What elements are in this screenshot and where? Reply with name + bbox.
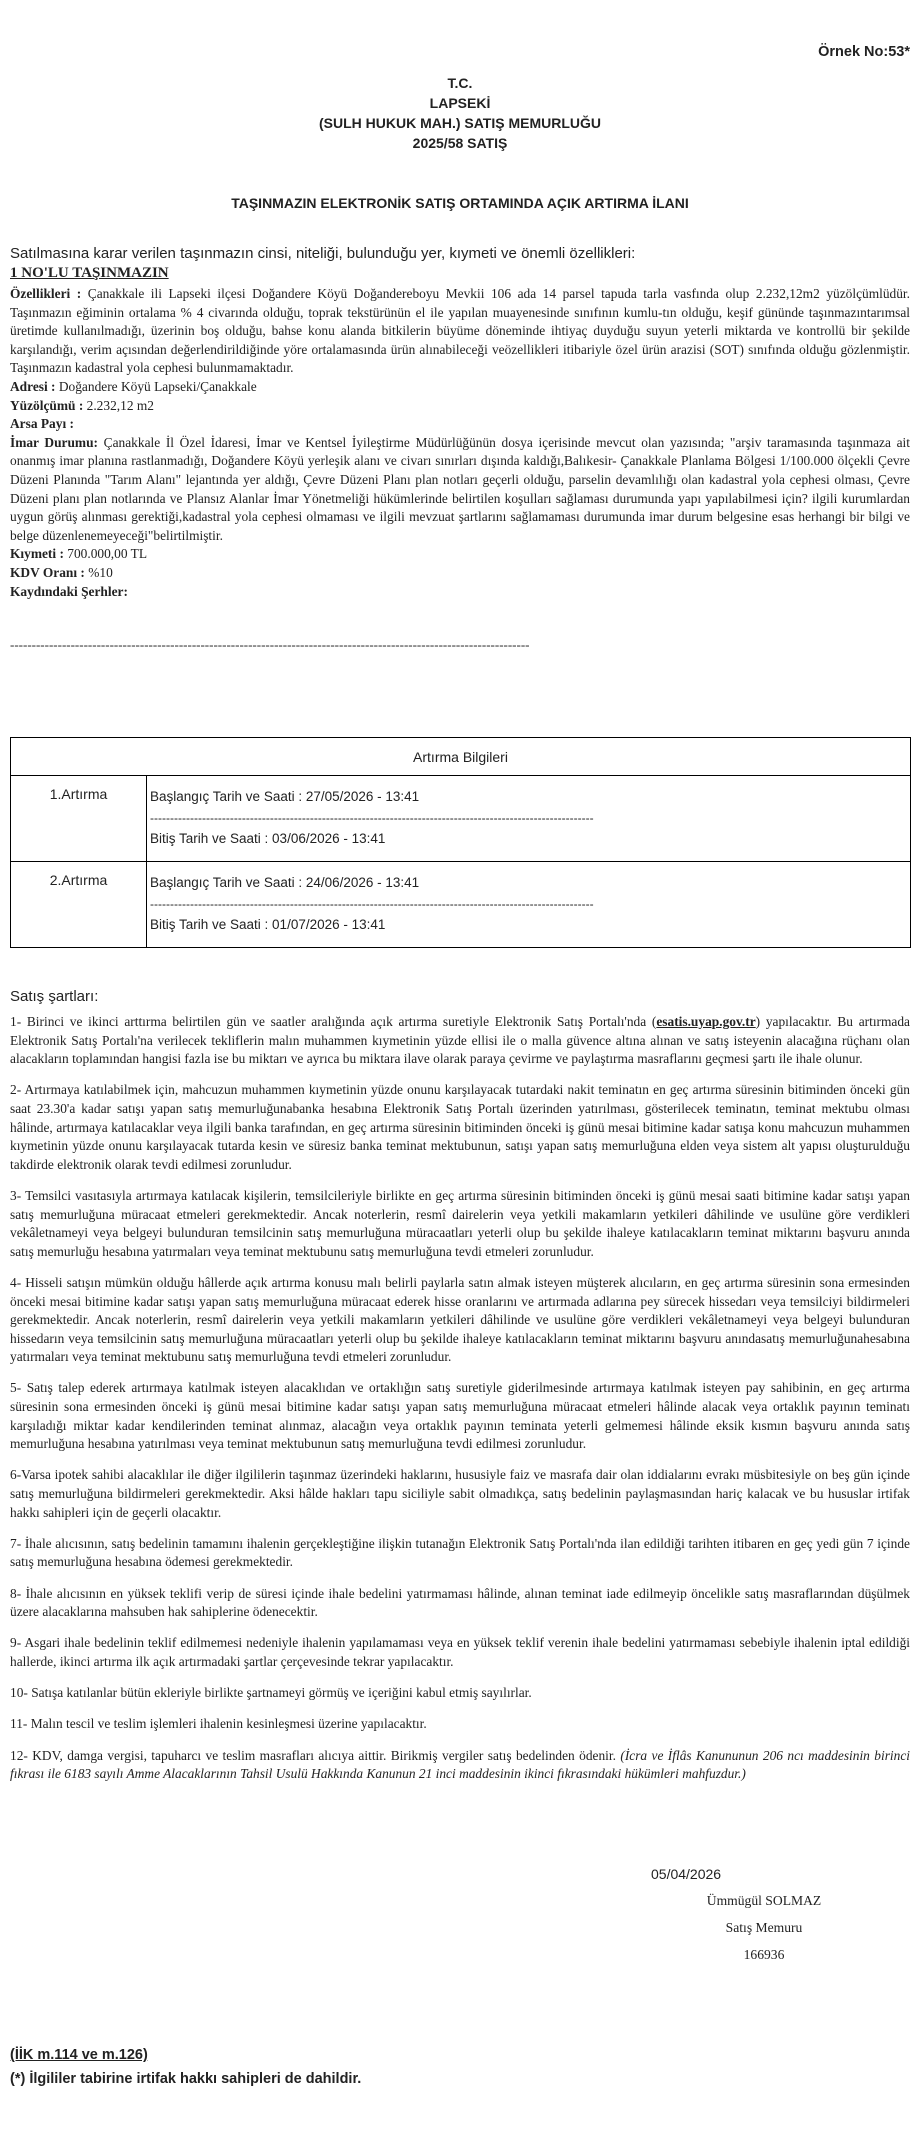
sample-number: Örnek No:53* xyxy=(818,44,910,60)
officer-number: 166936 xyxy=(743,1947,785,1962)
address-value: Doğandere Köyü Lapseki/Çanakkale xyxy=(58,378,257,394)
auction-start-datetime: Başlangıç Tarih ve Saati : 27/05/2026 - 13:41 xyxy=(150,789,420,804)
header-line-city: LAPSEKİ xyxy=(429,95,491,111)
footnote: (*) İlgililer tabirine irtifak hakkı sahipleri de dahildir. xyxy=(10,2071,362,2087)
condition-item: 12- KDV, damga vergisi, tapuharcı ve teslim masrafları alıcıya aittir. Birikmiş vergiler satış bedelinden ödenir. (İcra ve İflâs Kanununun 206 ncı maddesinin birinci fıkrası ile 6183 sayılı Amme Alacaklarının Tahsil Usulü Hakkında Kanunun 21 inci maddesinin ikinci fıkrasındaki hükümleri mahfuzdur.) xyxy=(10,1747,910,1782)
value-line xyxy=(10,545,910,564)
signature-date: 05/04/2026 xyxy=(651,1866,722,1882)
auction-row-separator: --------------------------------------------------------------------------------------------------------------- xyxy=(150,897,594,911)
condition-item: 7- İhale alıcısının, satış bedelinin tamamını ihalenin gerçekleştiğine ilişkin tutanağın Elektronik Satış Portalı'nda ilan edildiği tarihten itibaren en geç yedi gün 7 içinde satış memurluğuna hesabına ödemesi gerekmektedir. xyxy=(10,1535,910,1570)
condition-item: 10- Satışa katılanlar bütün ekleriyle birlikte şartnameyi görmüş ve içeriğini kabul etmiş sayılırlar. xyxy=(10,1685,532,1701)
auction-end-datetime: Bitiş Tarih ve Saati : 03/06/2026 - 13:41 xyxy=(150,831,386,846)
address-label: Adresi : xyxy=(10,378,56,394)
intro-text: Satılmasına karar verilen taşınmazın cinsi, niteliği, bulunduğu yer, kıymeti ve önemli özellikleri: xyxy=(10,245,636,262)
officer-name: Ümmügül SOLMAZ xyxy=(706,1893,822,1908)
separator-line: ------------------------------------------------------------------------------------------------------------------------ xyxy=(10,637,530,652)
condition-item: 6-Varsa ipotek sahibi alacaklılar ile diğer ilgililerin taşınmaz üzerindeki haklarını, hususiyle faiz ve masrafa dair olan iddialarını evrakı müsbitesiyle on beş gün içinde satış memurluğuna bildirmeleri gerekmektedir. Aksi hâlde hakları tapu siciliyle sabit olmadıkça, satış bedelinin paylaşmasından hariç kalacak ve bu hususlar irtifak hakkı sahipleri için de geçerli olacaktır. xyxy=(10,1467,910,1520)
property-title: 1 NO'LU TAŞINMAZIN xyxy=(10,265,169,281)
auction-table xyxy=(10,737,911,948)
condition-item: 8- İhale alıcısının en yüksek teklifi verip de süresi içinde ihale bedelini yatırmaması hâlinde, alınan teminat iade edilmeyip öncelikle satış masraflarından düşülmek üzere alacaklarına mahsuben hak sahiplerine ödenecektir. xyxy=(10,1585,910,1620)
zoning-value: Çanakkale İl Özel İdaresi, İmar ve Kentsel İyileştirme Müdürlüğünün dosya içerisinde mevcut olan yazısında; "arşiv taramasında taşınmaza ait onanmış imar planına rastlanmadığı, Doğandere Köyü yerleşik alanı ve civarı sınırları dışında kaldığı,Balıkesir- Çanakkale Planlama Bölgesi 1/100.000 ölçekli Çevre Düzeni Planında "Tarım Alanı" lejantında yer aldığı, Çevre Düzeni Planı plan notları geçerli olduğu, parselin devamlılığı olan kadastral yola cephesi olması, Çevre Düzeni planı plan notlarında ve Plansız Alanlar İmar Yönetmeliği hükümlerinde belirtilen koşulları sağlaması durumunda yapı yapılabilmesi için? ilgili kurumlardan uygun görüş alınması gerektiği,kadastral yola cephesi olmaması ve ilgili mevzuat şartlarını sağlamaması durumunda imar durum belgesine esas herhangi bir bilgi ve belge düzenlenemeyeceği"belirtilmiştir. xyxy=(10,434,910,543)
vat-value: %10 xyxy=(88,564,113,580)
area-label: Yüzölçümü : xyxy=(10,397,84,413)
features-label: Özellikleri : xyxy=(10,286,82,301)
condition-item: 4- Hisseli satışın mümkün olduğu hâllerde açık artırma konusu malı belirli paylarla satın almak isteyen müşterek alıcıların, en geç artırma süresinin sona ermesinden önceki mesai bitimine kadar satışı yapan satış memurluğuna müracaat ederek hisse oranlarını ve artırmada adlarına pey sürecek hissedarı veya temsilciyi bildirmeleri gerekmektedir. Ancak noterlerin, resmî dairelerin veya yetkili makamların yetkileri dâhilinde ve usulüne göre verdikleri vekâletnameyi veya belgeyi bulunduran hissedarın veya temsilcinin satış memurluğuna müracaatları yeterli olup bu şekilde ihaleye katılacakların teminat miktarını başvuru anındasatış memurluğunahesabına yatırmaları veya teminat mektubunu satış memurluğuna tevdi etmeleri zorunludur. xyxy=(10,1274,910,1365)
area-line xyxy=(10,397,910,416)
sale-conditions xyxy=(10,1013,910,1796)
area-value: 2.232,12 m2 xyxy=(86,397,154,413)
address-line xyxy=(10,378,910,397)
header-line-office: (SULH HUKUK MAH.) SATIŞ MEMURLUĞU xyxy=(318,115,602,131)
auction-row-1 xyxy=(11,776,911,862)
land-share-line xyxy=(10,415,910,434)
condition-item: 3- Temsilci vasıtasıyla artırmaya katılacak kişilerin, temsilcileriyle birlikte en geç artırma süresinin bitiminden önceki iş günü mesai saati bitimine kadar satışı yapan satış memurluğuna müracaat etmeleri gerekmektedir. Ancak noterlerin, resmî dairelerin veya yetkili makamların yetkileri dâhilinde ve usulüne göre verdikleri vekâletnameyi veya belgeyi bulunduran temsilcinin satış memurluğuna müracaatları yeterli olup bu şekilde ihaleye katılacakların teminat miktarını başvuru anında satış memurluğu hesabına yatırmaları veya teminat mektubunu satış memurluğuna tevdi etmeleri zorunludur. xyxy=(10,1187,910,1259)
features-paragraph xyxy=(10,285,910,378)
legal-reservation-note: (İcra ve İflâs Kanununun 206 ncı maddesinin birinci fıkrası ile 6183 sayılı Amme Alacaklarının Tahsil Usulü Hakkında Kanunun 21 inci maddesinin ikinci fıkrasındaki hükümleri mahfuzdur.) xyxy=(10,1747,910,1782)
auction-start-datetime: Başlangıç Tarih ve Saati : 24/06/2026 - 13:41 xyxy=(150,875,420,890)
document-header xyxy=(0,73,920,153)
esatis-link[interactable]: esatis.uyap.gov.tr xyxy=(656,1014,756,1029)
zoning-label: İmar Durumu: xyxy=(10,434,98,450)
law-reference: (İİK m.114 ve m.126) xyxy=(10,2047,148,2063)
auction-row-label: 1.Artırma xyxy=(11,776,147,862)
condition-item: 2- Artırmaya katılabilmek için, mahcuzun muhammen kıymetinin yüzde onunu karşılayacak tutardaki nakit teminatın en geç artırma süresinin bitiminden önceki gün saat 23.30'a kadar satışı yapan satış memurluğunabanka hesabına Elektronik Satış Portalı üzerinden yatırılması, gösterilecek teminatın, teminat mektubu olması hâlinde, artırmaya katılacaklar veya ilgili banka tarafından, en geç artırma süresinin bitiminden önceki iş günü mesai bitimine kadar satışa konu mahcuzun muhammen kıymetinin yüzde onunu karşılayacak tutarda kesin ve süresiz banka teminat mektubunun, satışı yapan satış memurluğuna elden veya sistem alt yapısı oluşturulduğu takdirde elektronik olarak tevdi edilmesi zorunludur. xyxy=(10,1082,910,1172)
vat-label: KDV Oranı : xyxy=(10,564,85,580)
auction-row-separator: --------------------------------------------------------------------------------------------------------------- xyxy=(150,811,594,825)
annotations-line xyxy=(10,583,910,602)
conditions-title: Satış şartları: xyxy=(10,988,99,1005)
auction-end-datetime: Bitiş Tarih ve Saati : 01/07/2026 - 13:41 xyxy=(150,917,386,932)
zoning-paragraph xyxy=(10,434,910,546)
officer-title: Satış Memuru xyxy=(725,1920,803,1935)
condition-item: 1- Birinci ve ikinci arttırma belirtilen gün ve saatler aralığında açık artırma suretiyle Elektronik Satış Portalı'nda (esatis.uyap.gov.tr) yapılacaktır. Bu artırmada Elektronik Satış Portalı'na verilecek tekliflerin malın muhammen kıymetinin yüzde ellisi ile o malla güvence altına alınan ve satış isteyenin alacağına rüçhanı olan alacakların toplamından hangisi fazla ise bu miktarı ve ayrıca bu miktara ilave olarak paraya çevirme ve paylaştırma masraflarını geçmesi şartı ile ihale olunur. xyxy=(10,1014,911,1067)
header-line-file-no: 2025/58 SATIŞ xyxy=(412,135,508,151)
header-line-tc: T.C. xyxy=(447,75,473,91)
features-value: Çanakkale ili Lapseki ilçesi Doğandere Köyü Doğandereboyu Mevkii 106 ada 14 parsel tapuda tarla vasfında olup 2.232,12m2 yüzölçümlüdür. Taşınmazın eğiminin ortalama % 4 civarında olduğu, toprak tekstürünün el ile yapılan muayenesinde sınıfının kumlu-tın olduğu, keşif gününde taşınmazıntarımsal üretimde kullanılmadığı, üzerinin boş olduğu, bahse konu alanda bitkilerin büyüme döneminde ihtiyaç duyduğu suyun yeterli miktarda ve kontrollü bir şekilde karşılandığı, verim açısından değerlendirildiğinde yöre ortalamasında ürün alınabileceği veözellikleri itibariyle özel ürün arazisi (SOT) sınıfında olduğu gözlenmiştir. Taşınmazın kadastral yola cephesi bulunmamaktadır. xyxy=(10,286,910,376)
land-share-label: Arsa Payı : xyxy=(10,416,74,432)
property-details xyxy=(10,285,910,601)
value-label: Kıymeti : xyxy=(10,546,64,562)
auction-row-label: 2.Artırma xyxy=(11,862,147,948)
value-amount: 700.000,00 TL xyxy=(67,546,148,562)
vat-line xyxy=(10,564,910,583)
condition-item: 11- Malın tescil ve teslim işlemleri ihalenin kesinleşmesi üzerine yapılacaktır. xyxy=(10,1716,427,1732)
announcement-title: TAŞINMAZIN ELEKTRONİK SATIŞ ORTAMINDA AÇIK ARTIRMA İLANI xyxy=(231,195,689,211)
annotations-label: Kaydındaki Şerhler: xyxy=(10,583,128,599)
condition-item: 9- Asgari ihale bedelinin teklif edilmemesi nedeniyle ihalenin yapılamaması veya en yüksek teklif verenin ihale bedelini yatırmaması sebebiyle ihalenin iptal edildiği hallerde, ikinci artırma ilk açık artırmadaki şartlar çerçevesinde tekrar yapılacaktır. xyxy=(10,1635,910,1669)
condition-item: 5- Satış talep ederek artırmaya katılmak isteyen alacaklıdan ve ortaklığın satış suretiyle giderilmesinde artırmaya katılmak isteyen pay sahibinin, en geç artırma süresinin sona ermesinden önceki iş günü mesai bitimine kadar satışı yapan satış memurluğuna müracaat etmeleri hâlinde alacak veya ortaklık payının teminatı karşıladığı miktar kadar kendilerinden teminat alınmaz, alacağın veya ortaklık payının teminata yeterli gelmemesi hâlinde eksik kısmın başvuru anında satış memurluğuna hesabına yatırılması veya teminat mektubunun satış memurluğuna tevdi edilmesi zorunludur. xyxy=(10,1380,910,1452)
auction-table-title: Artırma Bilgileri xyxy=(11,738,911,776)
auction-row-2 xyxy=(11,862,911,948)
